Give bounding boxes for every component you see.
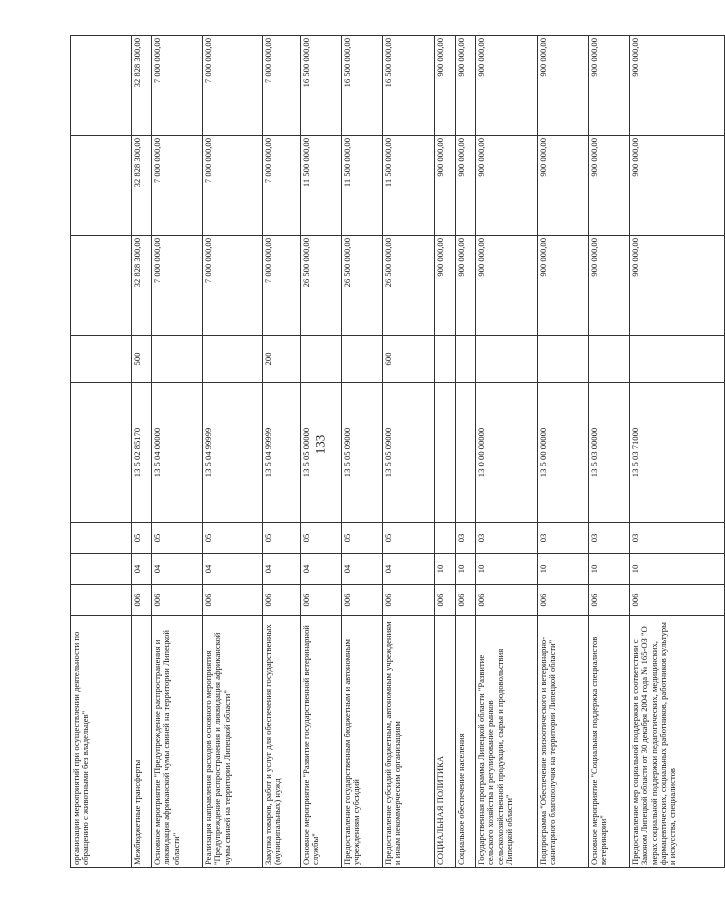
section-code-cell: 04: [342, 554, 383, 585]
amount-year1-cell: 900 000,00: [589, 236, 630, 336]
row-name-cell: организации мероприятий при осуществлении деятельности по обращению с животными без владельцев": [71, 616, 132, 868]
ministry-code-cell: 006: [538, 585, 589, 616]
amount-year3-cell: 16 500 000,00: [383, 36, 435, 136]
subsection-code-cell: 03: [456, 523, 476, 554]
amount-year1-cell: 32 828 300,00: [132, 236, 152, 336]
ministry-code-cell: 006: [383, 585, 435, 616]
target-article-cell: 13 5 00 00000: [538, 383, 589, 523]
budget-table: [70, 35, 725, 868]
amount-year2-cell: 900 000,00: [435, 136, 456, 236]
expense-type-cell: [476, 336, 538, 383]
expense-type-cell: [342, 336, 383, 383]
amount-year3-cell: [71, 36, 132, 136]
amount-year3-cell: 900 000,00: [630, 36, 725, 136]
section-code-cell: 10: [476, 554, 538, 585]
amount-year1-cell: 900 000,00: [435, 236, 456, 336]
table-row: [538, 36, 589, 868]
target-article-cell: 13 5 05 00000: [301, 383, 342, 523]
expense-type-cell: [71, 336, 132, 383]
section-code-cell: 04: [152, 554, 203, 585]
amount-year1-cell: 900 000,00: [538, 236, 589, 336]
target-article-cell: [456, 383, 476, 523]
section-code-cell: 04: [301, 554, 342, 585]
amount-year1-cell: 26 500 000,00: [301, 236, 342, 336]
section-code-cell: 04: [383, 554, 435, 585]
expense-type-cell: 200: [263, 336, 301, 383]
amount-year2-cell: 7 000 000,00: [203, 136, 263, 236]
subsection-code-cell: 05: [301, 523, 342, 554]
target-article-cell: 13 5 03 00000: [589, 383, 630, 523]
amount-year2-cell: 900 000,00: [476, 136, 538, 236]
section-code-cell: 10: [456, 554, 476, 585]
table-row: [203, 36, 263, 868]
ministry-code-cell: 006: [203, 585, 263, 616]
amount-year1-cell: 26 500 000,00: [342, 236, 383, 336]
subsection-code-cell: 03: [630, 523, 725, 554]
expense-type-cell: [301, 336, 342, 383]
amount-year2-cell: 32 828 300,00: [132, 136, 152, 236]
ministry-code-cell: 006: [152, 585, 203, 616]
expense-type-cell: [538, 336, 589, 383]
table-row: [383, 36, 435, 868]
ministry-code-cell: 006: [263, 585, 301, 616]
section-code-cell: 04: [132, 554, 152, 585]
expense-type-cell: [152, 336, 203, 383]
amount-year2-cell: [71, 136, 132, 236]
table-row: [456, 36, 476, 868]
subsection-code-cell: [71, 523, 132, 554]
ministry-code-cell: 006: [342, 585, 383, 616]
subsection-code-cell: 03: [538, 523, 589, 554]
section-code-cell: 10: [589, 554, 630, 585]
target-article-cell: 13 5 05 09000: [383, 383, 435, 523]
ministry-code-cell: 006: [589, 585, 630, 616]
subsection-code-cell: 03: [476, 523, 538, 554]
section-code-cell: 04: [263, 554, 301, 585]
table-row: [71, 36, 132, 868]
target-article-cell: 13 5 02 85170: [132, 383, 152, 523]
table-row: [132, 36, 152, 868]
amount-year3-cell: 16 500 000,00: [342, 36, 383, 136]
amount-year2-cell: 11 500 000,00: [383, 136, 435, 236]
amount-year3-cell: 32 828 300,00: [132, 36, 152, 136]
row-name-cell: Предоставление мер социальной поддержки в соответствии с Законом Липецкой области от 30 декабря 2004 года № 165-ОЗ "О мерах социальной поддержки педагогических, медицинских, фармацевтических, социальных работников, работников культуры и искусства, специалистов: [630, 616, 725, 868]
amount-year2-cell: 900 000,00: [589, 136, 630, 236]
amount-year3-cell: 900 000,00: [476, 36, 538, 136]
amount-year1-cell: 26 500 000,00: [383, 236, 435, 336]
row-name-cell: Предоставление государственным бюджетным и автономным учреждениям субсидий: [342, 616, 383, 868]
ministry-code-cell: 006: [456, 585, 476, 616]
row-name-cell: Предоставление субсидий бюджетным, автономным учреждениям и иным некоммерческим организациям: [383, 616, 435, 868]
amount-year1-cell: 900 000,00: [476, 236, 538, 336]
amount-year2-cell: 900 000,00: [538, 136, 589, 236]
amount-year2-cell: 11 500 000,00: [342, 136, 383, 236]
amount-year1-cell: 900 000,00: [630, 236, 725, 336]
expense-type-cell: [203, 336, 263, 383]
row-name-cell: Межбюджетные трансферты: [132, 616, 152, 868]
subsection-code-cell: 05: [263, 523, 301, 554]
amount-year3-cell: 900 000,00: [435, 36, 456, 136]
expense-type-cell: [630, 336, 725, 383]
row-name-cell: Подпрограмма "Обеспечение эпизоотического и ветеринарно-санитарного благополучия на территории Липецкой области": [538, 616, 589, 868]
target-article-cell: [435, 383, 456, 523]
row-name-cell: Основное мероприятие "Предупреждение распространения и ликвидация африканской чумы свиней на территории Липецкой области": [152, 616, 203, 868]
amount-year2-cell: 900 000,00: [630, 136, 725, 236]
amount-year3-cell: 7 000 000,00: [152, 36, 203, 136]
subsection-code-cell: 05: [132, 523, 152, 554]
amount-year1-cell: 7 000 000,00: [263, 236, 301, 336]
table-row: [630, 36, 725, 868]
section-code-cell: 10: [538, 554, 589, 585]
table-row: [342, 36, 383, 868]
section-code-cell: [71, 554, 132, 585]
amount-year1-cell: [71, 236, 132, 336]
table-row: [263, 36, 301, 868]
expense-type-cell: 500: [132, 336, 152, 383]
amount-year3-cell: 900 000,00: [589, 36, 630, 136]
table-row: [435, 36, 456, 868]
subsection-code-cell: [435, 523, 456, 554]
amount-year3-cell: 900 000,00: [538, 36, 589, 136]
row-name-cell: Основное мероприятие "Развитие государственной ветеринарной службы": [301, 616, 342, 868]
row-name-cell: Государственная программа Липецкой области "Развитие сельского хозяйства и регулирование рынков сельскохозяйственной продукции, сырья и продовольствия Липецкой области": [476, 616, 538, 868]
target-article-cell: 13 5 05 09000: [342, 383, 383, 523]
expense-type-cell: [435, 336, 456, 383]
subsection-code-cell: 05: [342, 523, 383, 554]
expense-type-cell: 600: [383, 336, 435, 383]
amount-year3-cell: 7 000 000,00: [263, 36, 301, 136]
subsection-code-cell: 05: [203, 523, 263, 554]
subsection-code-cell: 05: [383, 523, 435, 554]
expense-type-cell: [456, 336, 476, 383]
ministry-code-cell: 006: [630, 585, 725, 616]
amount-year1-cell: 7 000 000,00: [152, 236, 203, 336]
ministry-code-cell: 006: [435, 585, 456, 616]
ministry-code-cell: 006: [301, 585, 342, 616]
amount-year2-cell: 900 000,00: [456, 136, 476, 236]
amount-year1-cell: 900 000,00: [456, 236, 476, 336]
row-name-cell: Реализация направления расходов основного мероприятия "Предупреждение распространения и ликвидация африканской чумы свиней на территории Липецкой области": [203, 616, 263, 868]
amount-year1-cell: 7 000 000,00: [203, 236, 263, 336]
expense-type-cell: [589, 336, 630, 383]
section-code-cell: 10: [435, 554, 456, 585]
table-row: [476, 36, 538, 868]
row-name-cell: Основное мероприятие "Социальная поддержка специалистов ветеринарии": [589, 616, 630, 868]
ministry-code-cell: 006: [476, 585, 538, 616]
table-row: [152, 36, 203, 868]
amount-year2-cell: 11 500 000,00: [301, 136, 342, 236]
table-row: [589, 36, 630, 868]
amount-year3-cell: 16 500 000,00: [301, 36, 342, 136]
target-article-cell: 13 0 00 00000: [476, 383, 538, 523]
subsection-code-cell: 03: [589, 523, 630, 554]
amount-year2-cell: 7 000 000,00: [152, 136, 203, 236]
target-article-cell: 13 5 04 99999: [203, 383, 263, 523]
section-code-cell: 04: [203, 554, 263, 585]
target-article-cell: 13 5 04 00000: [152, 383, 203, 523]
row-name-cell: Социальное обеспечение населения: [456, 616, 476, 868]
page-number: 133: [312, 434, 328, 455]
target-article-cell: 13 5 03 71000: [630, 383, 725, 523]
target-article-cell: [71, 383, 132, 523]
amount-year3-cell: 900 000,00: [456, 36, 476, 136]
ministry-code-cell: [71, 585, 132, 616]
amount-year3-cell: 7 000 000,00: [203, 36, 263, 136]
subsection-code-cell: 05: [152, 523, 203, 554]
ministry-code-cell: 006: [132, 585, 152, 616]
table-row: [301, 36, 342, 868]
amount-year2-cell: 7 000 000,00: [263, 136, 301, 236]
row-name-cell: Закупка товаров, работ и услуг для обеспечения государственных (муниципальных) нужд: [263, 616, 301, 868]
target-article-cell: 13 5 04 99999: [263, 383, 301, 523]
row-name-cell: СОЦИАЛЬНАЯ ПОЛИТИКА: [435, 616, 456, 868]
section-code-cell: 10: [630, 554, 725, 585]
